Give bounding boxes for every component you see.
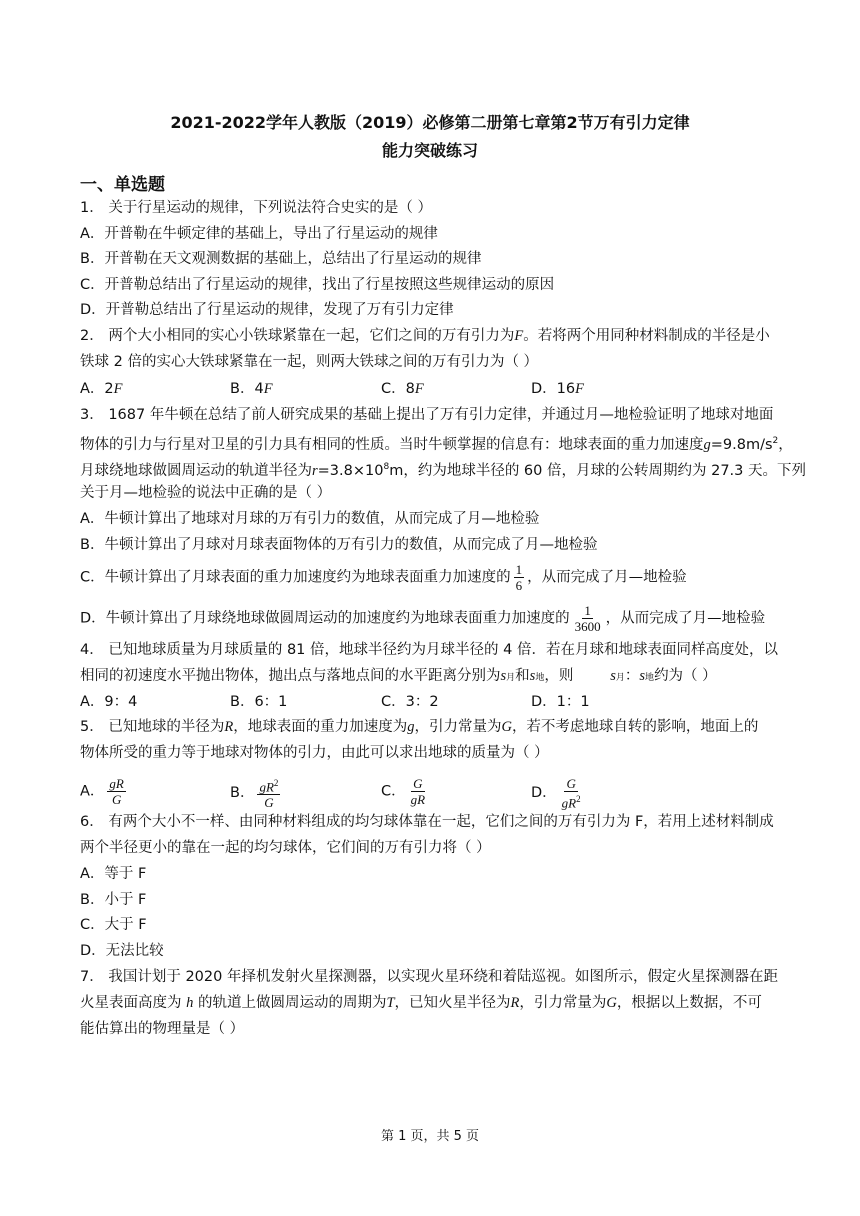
q3-stem-line1: 3． 1687 年牛顿在总结了前人研究成果的基础上提出了万有引力定律，并通过月—地检验证明了地球对地面 xyxy=(80,407,774,423)
fraction: $\frac{G}{gR}$ xyxy=(410,776,426,807)
q2-option-b: B．4F xyxy=(230,381,273,397)
q6-option-a: A．等于 F xyxy=(80,866,147,882)
q4-option-a: A．9：4 xyxy=(80,694,138,710)
page-footer: 第 1 页，共 5 页 xyxy=(380,1129,480,1144)
q1-stem: 1． 关于行星运动的规律，下列说法符合史实的是（ ） xyxy=(80,200,432,216)
q7-stem-line1: 7． 我国计划于 2020 年择机发射火星探测器，以实现火星环绕和着陆巡视。如图所示，假定火星探测器在距 xyxy=(80,969,778,985)
fraction: $\frac{gR}{G}$ xyxy=(109,776,124,807)
q3-stem-line2: 物体的引力与行星对卫星的引力具有相同的性质。当时牛顿掌握的信息有：地球表面的重力加速度$g=9.8m/s^2$， xyxy=(80,436,793,453)
q6-option-c: C．大于 F xyxy=(80,917,147,933)
q4-stem-line1: 4． 已知地球质量为月球质量的 81 倍，地球半径约为月球半径的 4 倍．若在月球和地球表面同样高度处，以 xyxy=(80,642,778,658)
q5-option-a: A． $\frac{gR}{G}$ xyxy=(80,776,124,807)
q1-option-c: C．开普勒总结出了行星运动的规律，找出了行星按照这些规律运动的原因 xyxy=(80,277,555,293)
q4-option-d: D．1：1 xyxy=(531,694,590,710)
q7-stem-line3: 能估算出的物理量是（ ） xyxy=(80,1021,245,1037)
q5-stem-line1: 5． 已知地球的半径为R，地球表面的重力加速度为g，引力常量为G，若不考虑地球自转的影响，地面上的 xyxy=(80,719,759,735)
q3-option-b: B．牛顿计算出了月球对月球表面物体的万有引力的数值，从而完成了月—地检验 xyxy=(80,537,598,553)
q4-option-c: C．3：2 xyxy=(381,694,439,710)
q5-stem-line2: 物体所受的重力等于地球对物体的引力，由此可以求出地球的质量为（ ） xyxy=(80,745,549,761)
q2-stem-line2: 铁球 2 倍的实心大铁球紧靠在一起，则两大铁球之间的万有引力为（ ） xyxy=(80,354,539,370)
q2-stem-line1: 2． 两个大小相同的实心小铁球紧靠在一起，它们之间的万有引力为F。若将两个用同种材料制成的半径是小 xyxy=(80,328,770,344)
q2-option-a: A．2F xyxy=(80,381,123,397)
document-subtitle: 能力突破练习 xyxy=(381,141,478,160)
q2-option-c: C．8F xyxy=(381,381,424,397)
q3-stem-line3: 月球绕地球做圆周运动的轨道半径为$r=3.8\times 10^8m$，约为地球半径的 60 倍，月球的公转周期约为 27.3 天。下列 xyxy=(80,462,806,479)
q6-stem-line1: 6． 有两个大小不一样、由同种材料组成的均匀球体靠在一起，它们之间的万有引力为 F，若用上述材料制成 xyxy=(80,814,774,830)
q5-option-c: C． $\frac{G}{gR}$ xyxy=(381,776,426,807)
q7-stem-line2: 火星表面高度为 h 的轨道上做圆周运动的周期为T，已知火星半径为R，引力常量为G，根据以上数据，不可 xyxy=(80,995,762,1011)
q6-option-b: B．小于 F xyxy=(80,892,147,908)
section-heading: 一、单选题 xyxy=(80,175,165,195)
q6-stem-line2: 两个半径更小的靠在一起的均匀球体，它们间的万有引力将（ ） xyxy=(80,840,491,856)
q3-stem-line4: 关于月—地检验的说法中正确的是（ ） xyxy=(80,485,332,501)
q1-option-d: D．开普勒总结出了行星运动的规律，发现了万有引力定律 xyxy=(80,302,454,318)
document-title: 2021-2022学年人教版（2019）必修第二册第七章第2节万有引力定律 xyxy=(170,113,690,132)
q2-option-d: D．16F xyxy=(531,381,584,397)
fraction: $\frac{G}{gR^2}$ xyxy=(561,776,581,811)
q4-option-b: B．6：1 xyxy=(230,694,288,710)
q5-option-b: B． $\frac{gR^2}{G}$ xyxy=(230,778,279,811)
fraction: $\frac{1}{3600}$ xyxy=(574,603,601,634)
q3-option-a: A．牛顿计算出了地球对月球的万有引力的数值，从而完成了月—地检验 xyxy=(80,511,540,527)
fraction: $\frac{gR^2}{G}$ xyxy=(259,778,279,811)
q3-option-d: D．牛顿计算出了月球绕地球做圆周运动的加速度约为地球表面重力加速度的 $\frac{1}{3600}$ ，从而完成了月—地检验 xyxy=(80,603,766,634)
q5-option-d: D． $\frac{G}{gR^2}$ xyxy=(531,776,581,811)
q4-stem-line2: 相同的初速度水平抛出物体，抛出点与落地点间的水平距离分别为s月和s地，则 s月：s地约为（ ） xyxy=(80,668,717,684)
q1-option-b: B．开普勒在天文观测数据的基础上，总结出了行星运动的规律 xyxy=(80,251,482,267)
q3-option-c: C．牛顿计算出了月球表面的重力加速度约为地球表面重力加速度的 $\frac{1}{6}$ ，从而完成了月—地检验 xyxy=(80,562,687,593)
fraction: $\frac{1}{6}$ xyxy=(515,562,523,593)
q6-option-d: D．无法比较 xyxy=(80,943,164,959)
q1-option-a: A．开普勒在牛顿定律的基础上，导出了行星运动的规律 xyxy=(80,226,438,242)
